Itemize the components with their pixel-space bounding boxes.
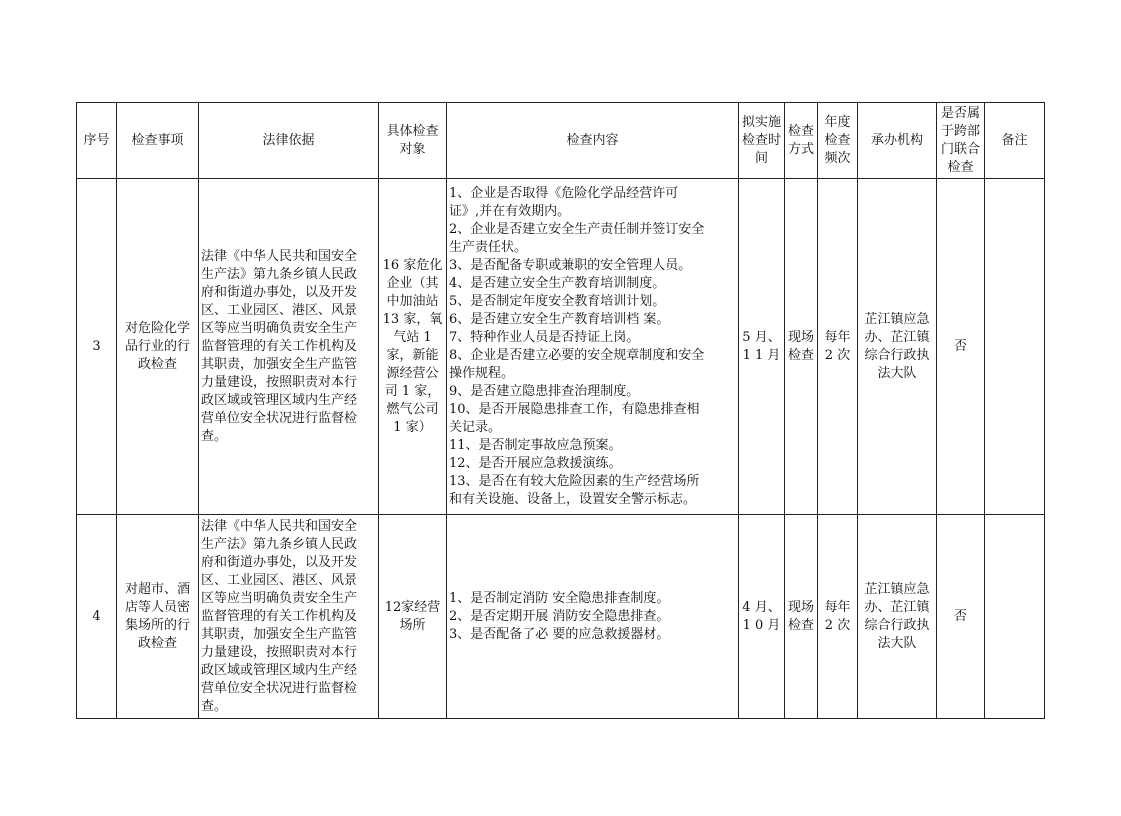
header-org: 承办机构 bbox=[858, 103, 937, 179]
header-content: 检查内容 bbox=[447, 103, 739, 179]
header-item: 检查事项 bbox=[117, 103, 199, 179]
cell-org: 芷江镇应急 办、芷江镇 综合行政执 法大队 bbox=[858, 515, 937, 719]
cell-remark bbox=[985, 179, 1045, 515]
header-seq: 序号 bbox=[77, 103, 117, 179]
header-freq: 年度 检查 频次 bbox=[818, 103, 858, 179]
header-row bbox=[77, 103, 1045, 179]
cell-item: 对超市、酒 店等人员密 集场所的行 政检查 bbox=[117, 515, 199, 719]
cell-freq: 每年 2 次 bbox=[818, 179, 858, 515]
cell-freq: 每年 2 次 bbox=[818, 515, 858, 719]
cell-basis: 法律《中华人民共和国安全 生产法》第九条乡镇人民政 府和街道办事处，以及开发 区、工业园区、港区、风景 区等应当明确负责安全生产 监督管理的有关工作机构及 其职责，加强安全生产监管 力量建设，按照职责对本行 政区域或管理区域内生产经 营单位安全状况进行监督检 查。 bbox=[199, 515, 379, 719]
cell-joint: 否 bbox=[937, 515, 985, 719]
cell-seq: 3 bbox=[77, 179, 117, 515]
table-row bbox=[77, 179, 1045, 515]
cell-method: 现场 检查 bbox=[785, 515, 818, 719]
header-time: 拟实施 检查时 间 bbox=[739, 103, 785, 179]
cell-org: 芷江镇应急 办、芷江镇 综合行政执 法大队 bbox=[858, 179, 937, 515]
inspection-table bbox=[76, 102, 1045, 719]
cell-item: 对危险化学 品行业的行 政检查 bbox=[117, 179, 199, 515]
cell-time: 4 月、 1 0 月 bbox=[739, 515, 785, 719]
header-target: 具体检查 对象 bbox=[379, 103, 447, 179]
cell-content: 1、是否制定消防 安全隐患排查制度。 2、是否定期开展 消防安全隐患排查。 3、是否配备了必 要的应急救援器材。 bbox=[447, 515, 739, 719]
header-method: 检查 方式 bbox=[785, 103, 818, 179]
cell-target: 12家经营 场所 bbox=[379, 515, 447, 719]
cell-content: 1、企业是否取得《危险化学品经营许可 证》,并在有效期内。 2、企业是否建立安全生产责任制并签订安全 生产责任状。 3、是否配备专职或兼职的安全管理人员。 4、是否建立安全生产教育培训制度。 5、是否制定年度安全教育培训计划。 6、是否建立安全生产教育培训档 案。 7、特种作业人员是否持证上岗。 8、企业是否建立必要的安全规章制度和安全 操作规程。 9、是否建立隐患排查治理制度。 10、是否开展隐患排查工作，有隐患排查相 关记录。 11、是否制定事故应急预案。 12、是否开展应急救援演练。 13、是否在有较大危险因素的生产经营场所 和有关设施、设备上，设置安全警示标志。 bbox=[447, 179, 739, 515]
cell-remark bbox=[985, 515, 1045, 719]
header-joint: 是否属 于跨部 门联合 检查 bbox=[937, 103, 985, 179]
cell-joint: 否 bbox=[937, 179, 985, 515]
cell-basis: 法律《中华人民共和国安全 生产法》第九条乡镇人民政 府和街道办事处，以及开发 区、工业园区、港区、风景 区等应当明确负责安全生产 监督管理的有关工作机构及 其职责，加强安全生产监管 力量建设，按照职责对本行 政区域或管理区域内生产经 营单位安全状况进行监督检 查。 bbox=[199, 179, 379, 515]
table-row bbox=[77, 515, 1045, 719]
cell-target: 16 家危化 企业（其 中加油站 13 家，氧 气站 1 家，新能 源经营公 司 1 家， 燃气公司 1 家） bbox=[379, 179, 447, 515]
cell-seq: 4 bbox=[77, 515, 117, 719]
cell-method: 现场 检查 bbox=[785, 179, 818, 515]
header-remark: 备注 bbox=[985, 103, 1045, 179]
cell-time: 5 月、 1 1 月 bbox=[739, 179, 785, 515]
header-basis: 法律依据 bbox=[199, 103, 379, 179]
